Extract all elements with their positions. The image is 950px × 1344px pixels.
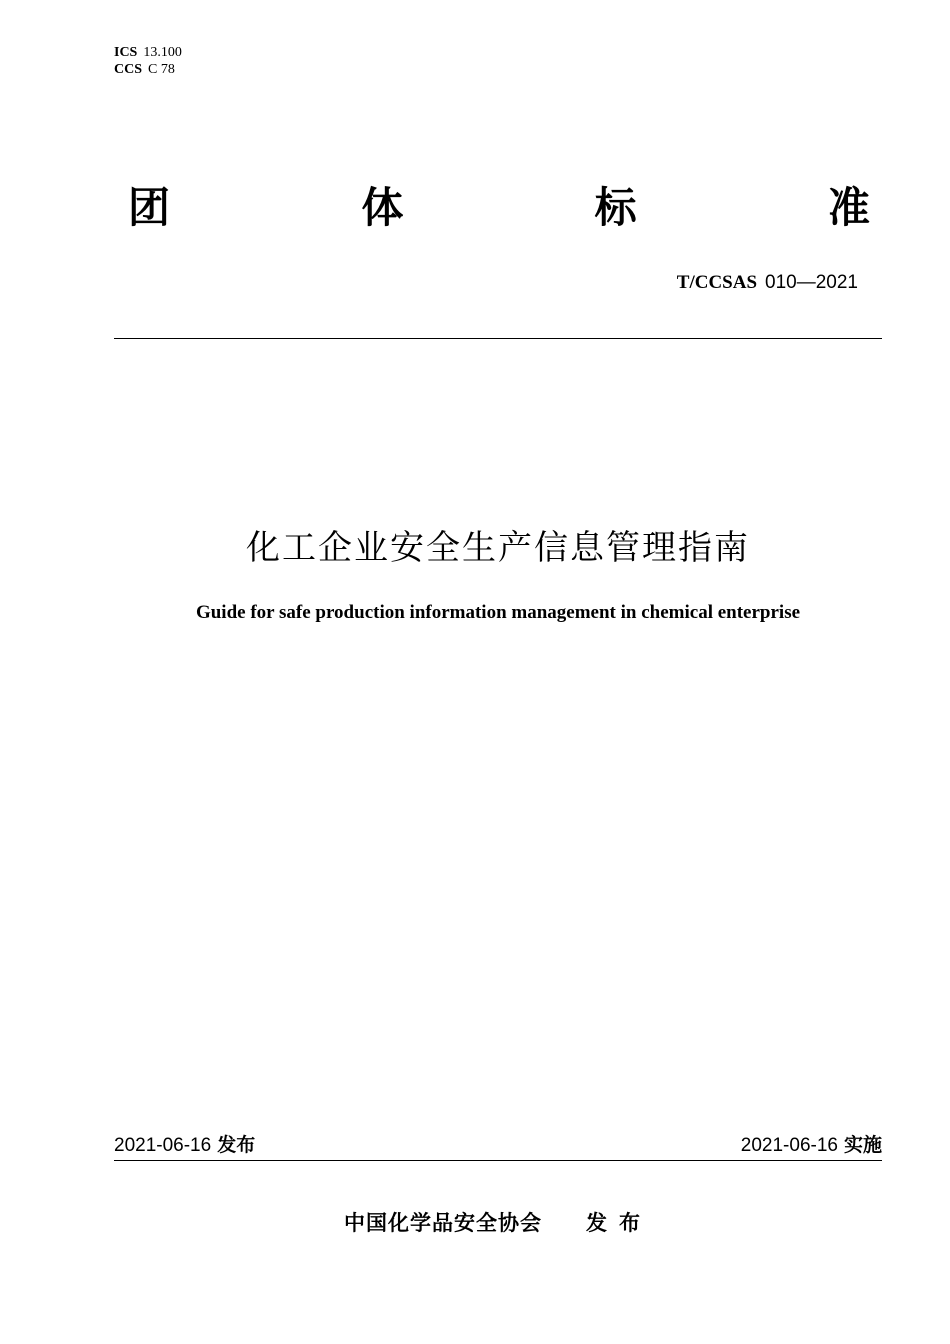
standard-prefix: T/CCSAS (676, 272, 758, 293)
issue-date: 2021-06-16 (114, 1135, 212, 1156)
publisher-name: 中国化学品安全协会 (344, 1211, 542, 1235)
classification-block (114, 44, 182, 78)
ics-line (114, 44, 182, 61)
implement-date: 2021-06-16 (740, 1135, 838, 1156)
standard-code: 010—2021 (765, 272, 858, 293)
top-divider (114, 338, 882, 339)
ccs-label: CCS (114, 62, 143, 77)
standard-type-char: 准 (827, 183, 870, 232)
ics-value: 13.100 (143, 45, 182, 60)
standard-type-char: 标 (594, 183, 637, 232)
implement-label: 实施 (843, 1134, 882, 1156)
issue-label: 发布 (217, 1134, 256, 1156)
ics-label: ICS (114, 45, 138, 60)
standard-type-heading (128, 180, 870, 236)
publish-label: 发布 (586, 1211, 652, 1235)
implement-date-block (741, 1130, 882, 1157)
chinese-title: 化工企业安全生产信息管理指南 (246, 528, 750, 568)
bottom-divider (114, 1160, 882, 1161)
ccs-value: C 78 (148, 62, 175, 77)
publisher-line (0, 1207, 950, 1237)
standard-type-char: 团 (128, 183, 171, 232)
ccs-line (114, 61, 182, 78)
issue-date-block (114, 1130, 255, 1157)
english-title: Guide for safe production information management in chemical enterprise (195, 602, 801, 623)
standard-number (677, 272, 858, 294)
standard-type-char: 体 (361, 183, 404, 232)
